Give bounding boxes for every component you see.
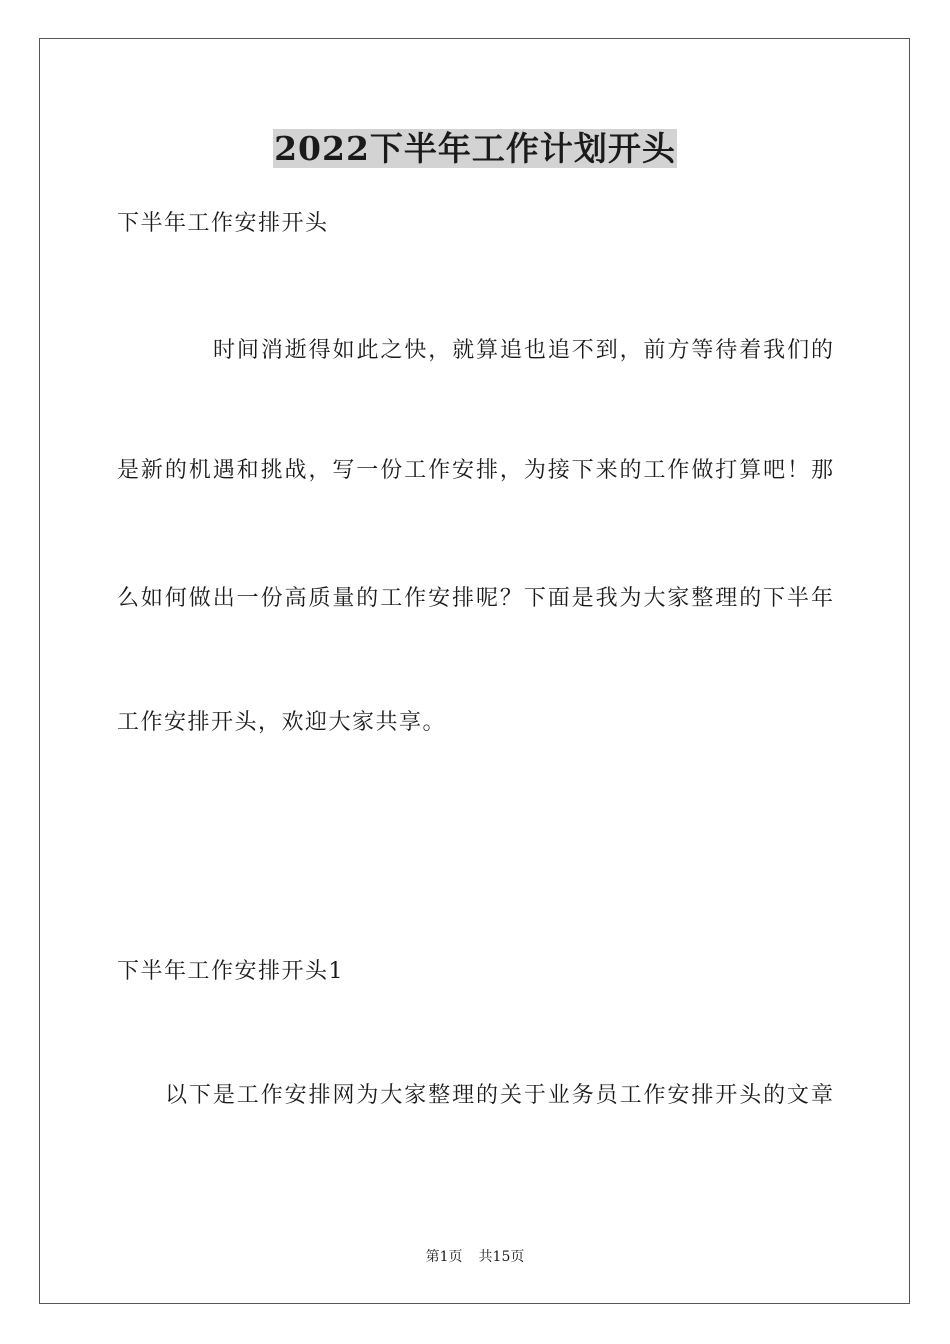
paragraph-line: 工作安排开头，欢迎大家共享。 (117, 710, 447, 735)
paragraph-line: 是新的机遇和挑战，写一份工作安排，为接下来的工作做打算吧！那 (117, 458, 833, 483)
paragraph-line: 时间消逝得如此之快，就算追也追不到，前方等待着我们的 (213, 338, 833, 363)
section-heading: 下半年工作安排开头1 (117, 959, 344, 984)
paragraph-line: 以下是工作安排网为大家整理的关于业务员工作安排开头的文章 (165, 1083, 833, 1108)
paragraph-line: 么如何做出一份高质量的工作安排呢？下面是我为大家整理的下半年 (117, 586, 833, 611)
document-title-block (0, 126, 950, 172)
page-total: 共15页 (478, 1249, 525, 1265)
page-footer (0, 1247, 950, 1267)
page-number: 第1页 (425, 1249, 463, 1265)
section-heading: 下半年工作安排开头 (117, 211, 329, 236)
document-title: 2022下半年工作计划开头 (274, 129, 676, 168)
